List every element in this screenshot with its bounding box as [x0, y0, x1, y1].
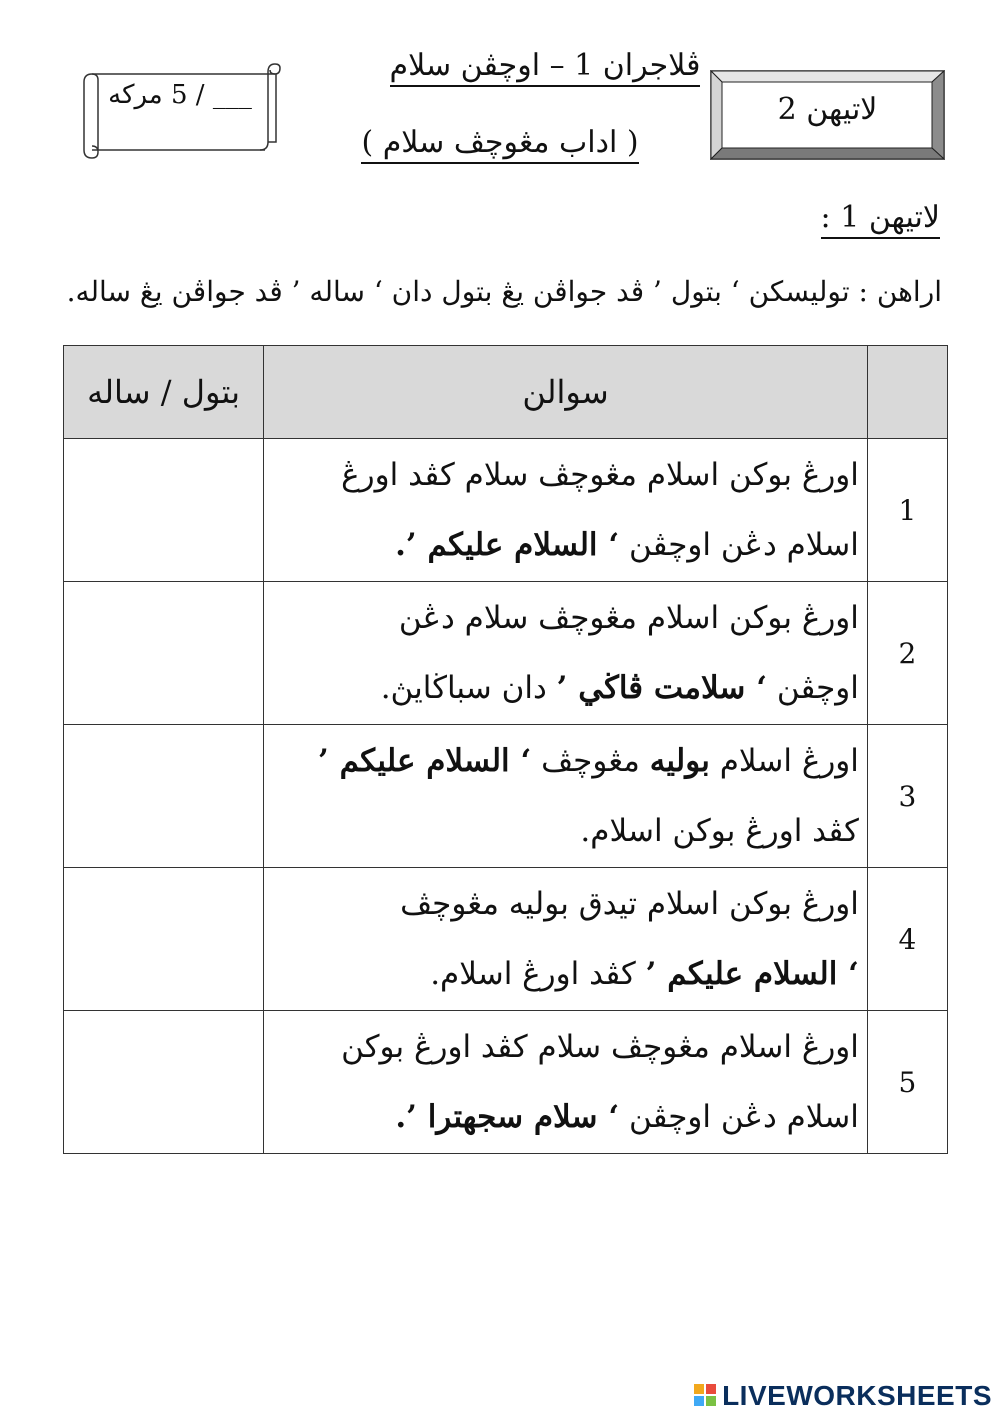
- score-box: [80, 62, 282, 160]
- answer-cell[interactable]: [64, 582, 264, 725]
- question-text: اورڠ بوكن اسلام مڠوچڤ سلام دڠن اوچڤن ‘ سلامت ڤاڬي ’ دان سباڬايڽ.: [264, 582, 868, 725]
- table-header-row: [64, 346, 948, 439]
- page-title: ڤلاجران 1 – اوچڤن سلام: [380, 48, 710, 83]
- row-number: 4: [867, 868, 947, 1011]
- row-number: 1: [867, 439, 947, 582]
- liveworksheets-logo-icon: [694, 1384, 718, 1408]
- question-text: اورڠ اسلام بوليه مڠوچڤ ‘ السلام عليكم ’ كڤد اورڠ بوكن اسلام.: [264, 725, 868, 868]
- header-answer: بتول / ساله: [64, 346, 264, 439]
- row-number: 5: [867, 1011, 947, 1154]
- answer-cell[interactable]: [64, 868, 264, 1011]
- question-text: اورڠ اسلام مڠوچڤ سلام كڤد اورڠ بوكن اسلام دڠن اوچڤن ‘ سلام سجهترا ’.: [264, 1011, 868, 1154]
- exercise-label: لاتيهن 2: [777, 92, 878, 127]
- instruction-text: اراهن : توليسكن ‘ بتول ’ ڤد جواڤن يڠ بتول دان ‘ ساله ’ ڤد جواڤن يڠ ساله.: [66, 275, 942, 308]
- table-row: [64, 725, 948, 868]
- row-number: 2: [867, 582, 947, 725]
- exercise-label-box: [710, 70, 945, 160]
- table-row: [64, 439, 948, 582]
- answer-cell[interactable]: [64, 1011, 264, 1154]
- header-number: [867, 346, 947, 439]
- header-question: سوالن: [264, 346, 868, 439]
- page-subtitle: ( اداب مڠوچڤ سلام ): [340, 125, 660, 160]
- score-label: ___ / 5 مركه: [108, 80, 252, 110]
- question-text: اورڠ بوكن اسلام تيدق بوليه مڠوچڤ ‘ السلام عليكم ’ كڤد اورڠ اسلام.: [264, 868, 868, 1011]
- table-row: [64, 868, 948, 1011]
- table-row: [64, 1011, 948, 1154]
- answer-cell[interactable]: [64, 725, 264, 868]
- section-heading: لاتيهن 1 :: [821, 200, 940, 235]
- question-table: [63, 345, 948, 1154]
- table-row: [64, 582, 948, 725]
- question-text: اورڠ بوكن اسلام مڠوچڤ سلام كڤد اورڠ اسلام دڠن اوچڤن ‘ السلام عليكم ’.: [264, 439, 868, 582]
- row-number: 3: [867, 725, 947, 868]
- liveworksheets-watermark: LIVEWORKSHEETS: [694, 1380, 992, 1412]
- scroll-frame-icon: [80, 62, 282, 162]
- answer-cell[interactable]: [64, 439, 264, 582]
